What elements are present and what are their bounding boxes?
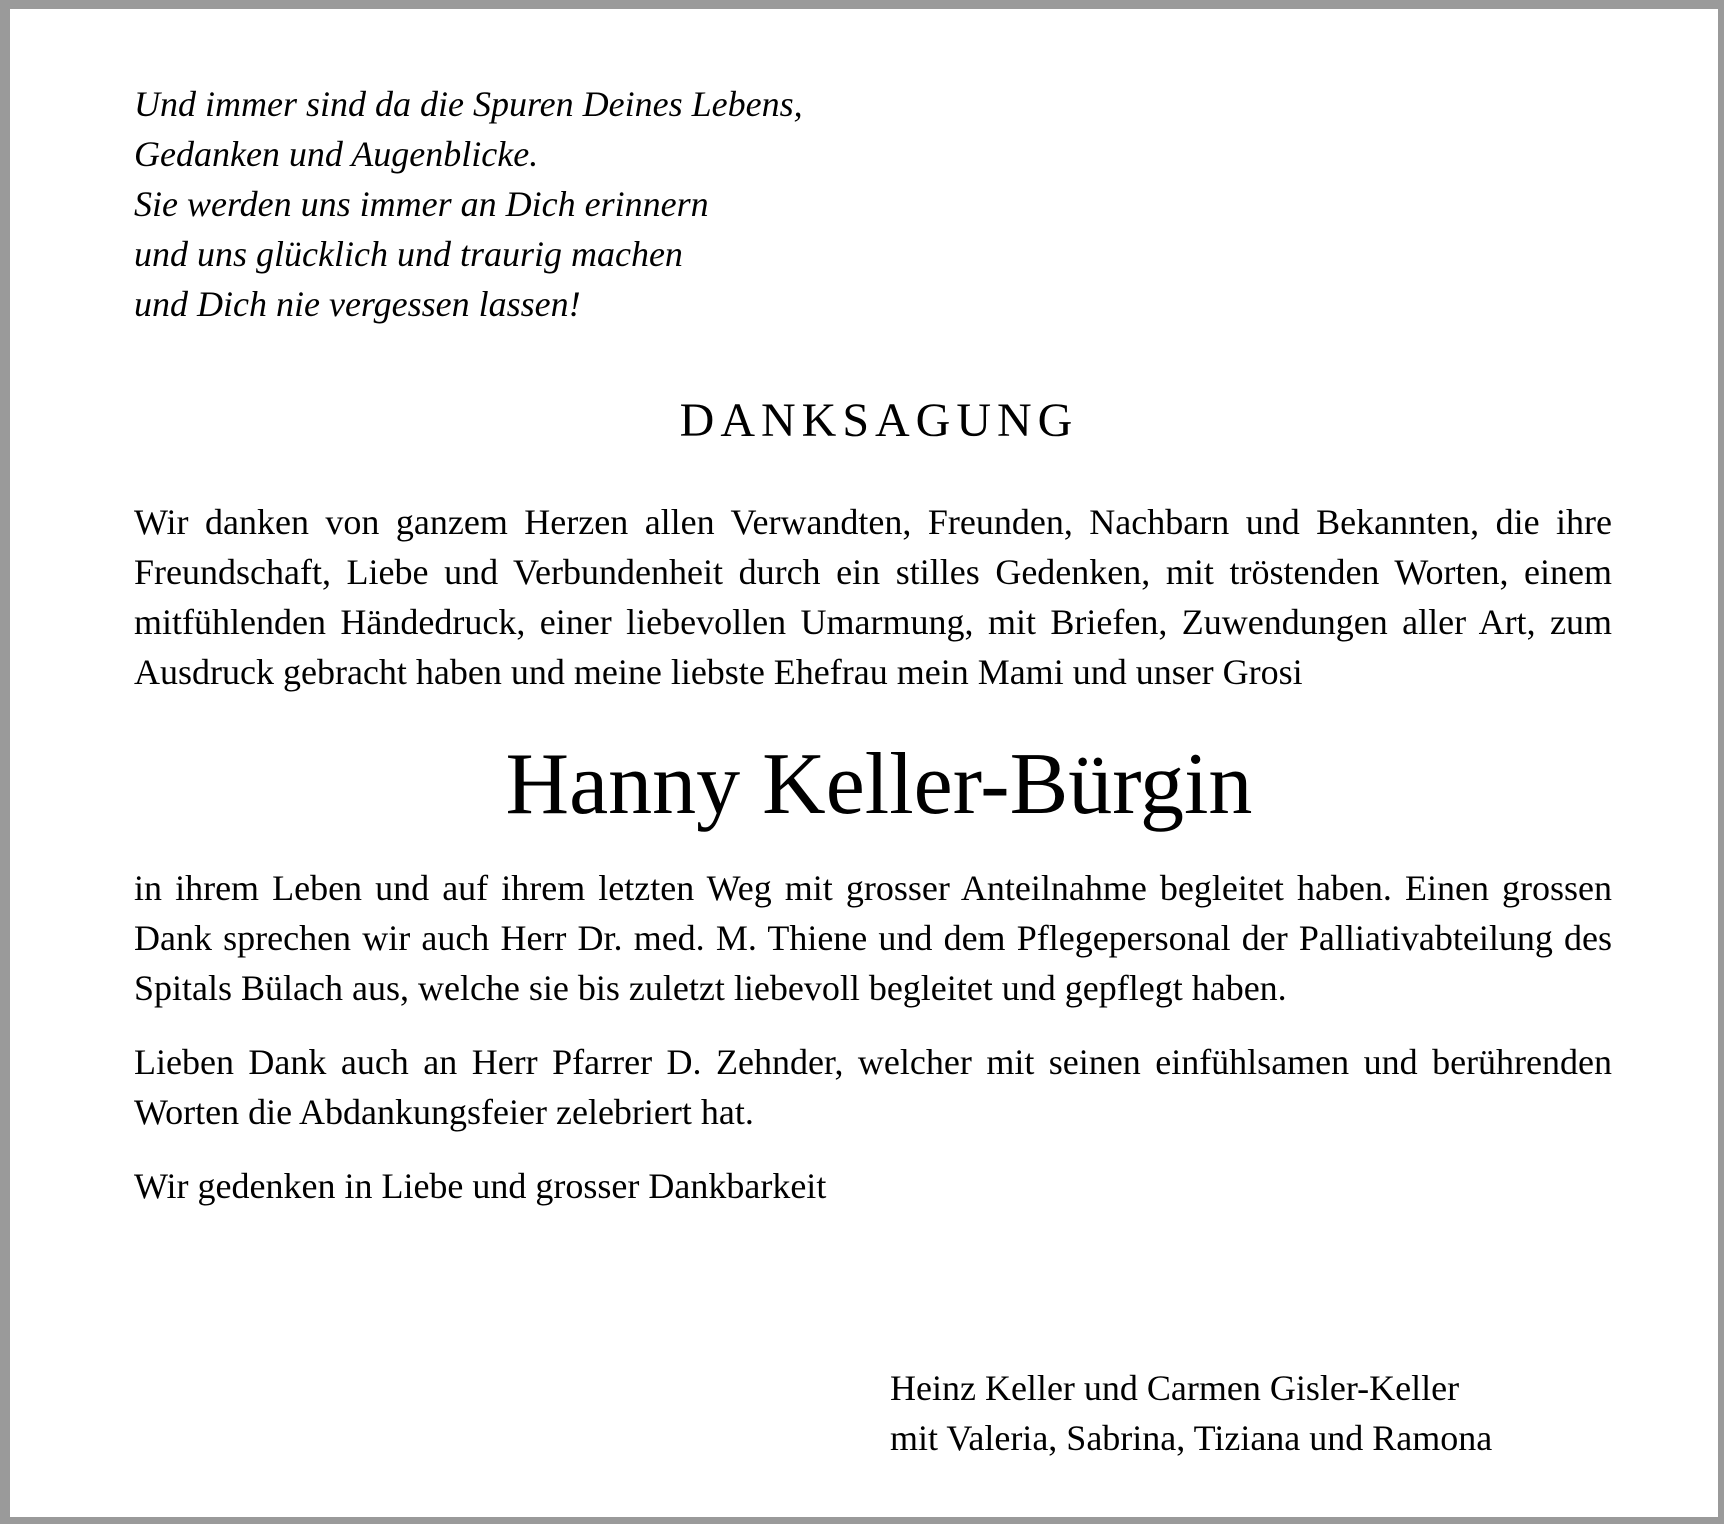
notice-heading: DANKSAGUNG	[679, 394, 1079, 447]
poem	[134, 79, 1612, 329]
poem-line: und uns glücklich und traurig machen	[134, 234, 683, 274]
closing-line: Wir gedenken in Liebe und grosser Dankbarkeit	[134, 1166, 827, 1206]
pastor-paragraph: Lieben Dank auch an Herr Pfarrer D. Zehnder, welcher mit seinen einfühlsamen und berührenden Worten die Abdankungsfeier zelebriert hat.	[134, 1042, 1612, 1132]
poem-line: Gedanken und Augenblicke.	[134, 134, 539, 174]
care-paragraph: in ihrem Leben und auf ihrem letzten Weg mit grosser Anteilnahme begleitet haben. Einen grossen Dank sprechen wir auch Herr Dr. med. M. Thiene und dem Pflegepersonal der Palliativabteilung des Spitals Bülach aus, welche sie bis zuletzt liebevoll begleitet und gepflegt haben.	[134, 868, 1612, 1008]
signature-line: Heinz Keller und Carmen Gisler-Keller	[890, 1368, 1460, 1408]
deceased-name: Hanny Keller-Bürgin	[505, 736, 1253, 833]
notice-content	[134, 79, 1612, 1211]
poem-line: Und immer sind da die Spuren Deines Lebens,	[134, 84, 803, 124]
poem-line: und Dich nie vergessen lassen!	[134, 284, 581, 324]
poem-line: Sie werden uns immer an Dich erinnern	[134, 184, 709, 224]
thanks-paragraph: Wir danken von ganzem Herzen allen Verwandten, Freunden, Nachbarn und Bekannten, die ihre Freundschaft, Liebe und Verbundenheit durch ein stilles Gedenken, mit tröstenden Worten, einem mitfühlenden Händedruck, einer liebevollen Umarmung, mit Briefen, Zuwendungen aller Art, zum Ausdruck gebracht haben und meine liebste Ehefrau mein Mami und unser Grosi	[134, 502, 1612, 692]
signature	[890, 1363, 1492, 1463]
signature-line: mit Valeria, Sabrina, Tiziana und Ramona	[890, 1418, 1493, 1458]
